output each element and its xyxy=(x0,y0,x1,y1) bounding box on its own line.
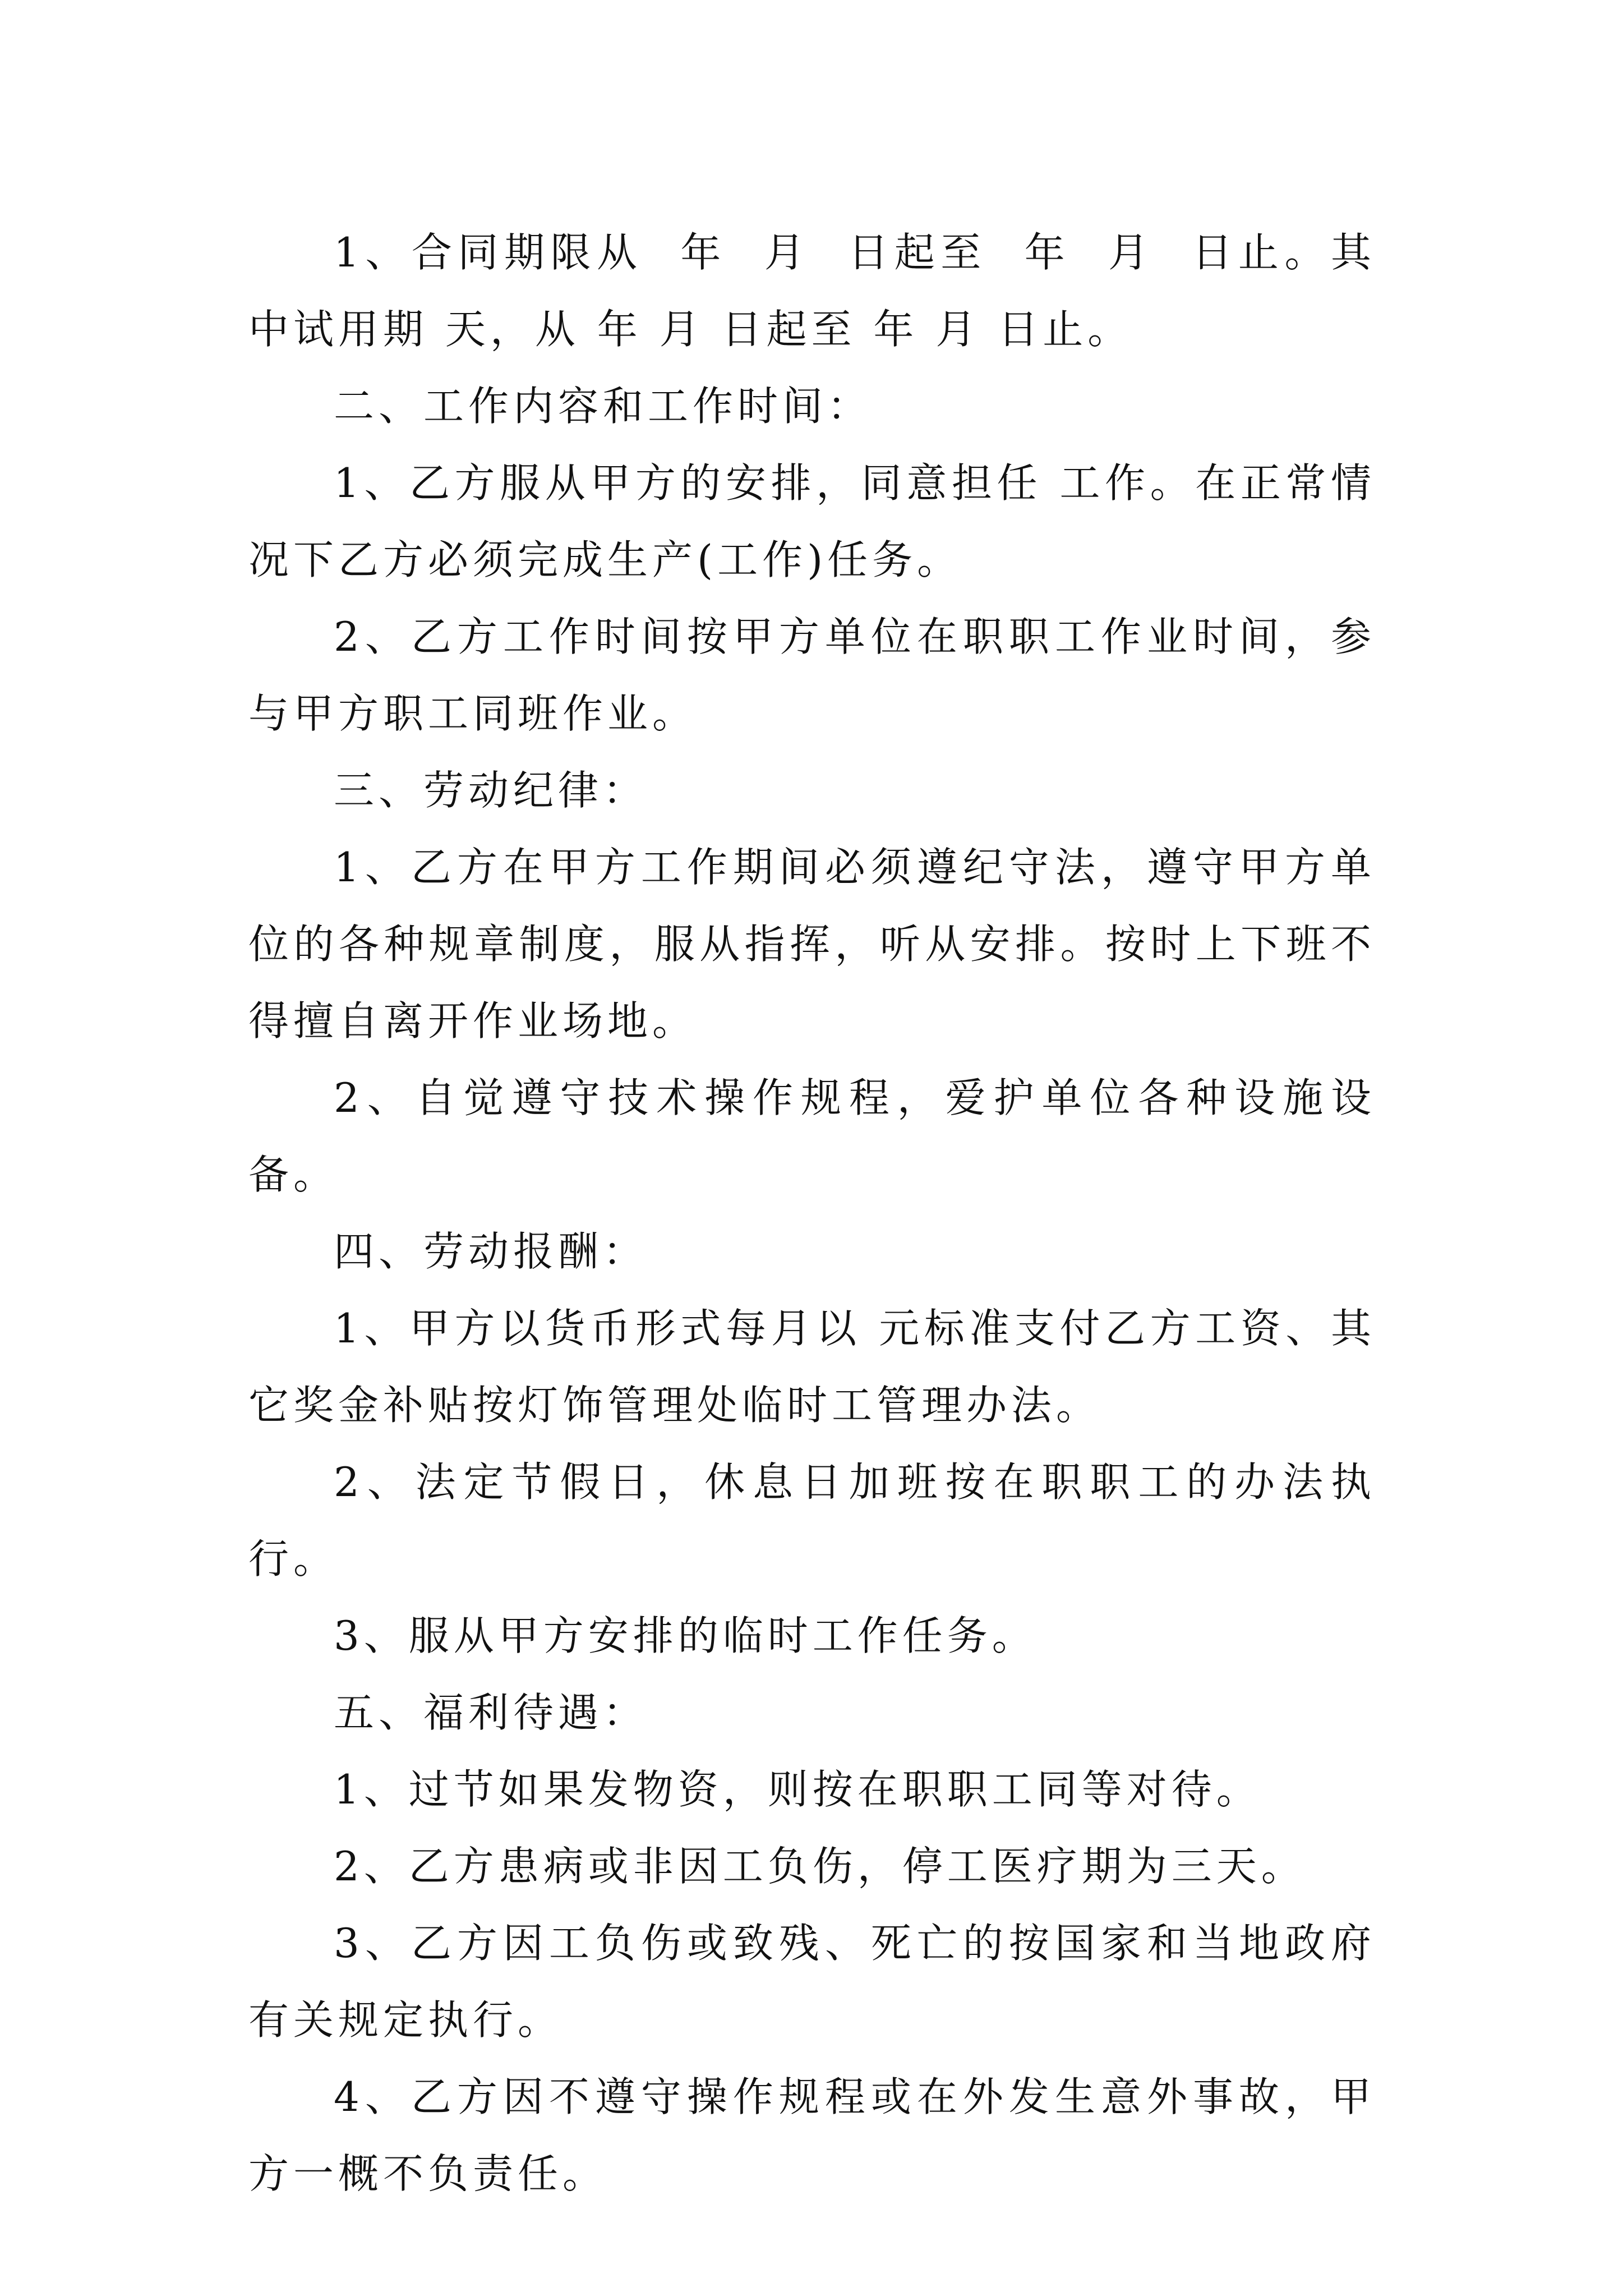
paragraph-work-hours: 2、乙方工作时间按甲方单位在职职工作业时间，参与甲方职工同班作业。 xyxy=(248,613,1376,737)
paragraph-operating-procedures: 2、自觉遵守技术操作规程，爱护单位各种设施设备。 xyxy=(248,1074,1376,1198)
paragraph-wage-payment: 1、甲方以货币形式每月以 元标准支付乙方工资、其它奖金补贴按灯饰管理处临时工管理办法。 xyxy=(248,1305,1376,1429)
paragraph-discipline-rules: 1、乙方在甲方工作期间必须遵纪守法，遵守甲方单位的各种规章制度，服从指挥，听从安排。按时上下班不得擅自离开作业场地。 xyxy=(248,844,1376,1045)
paragraph-holiday-materials: 1、过节如果发物资，则按在职职工同等对待。 xyxy=(334,1766,1261,1813)
paragraph-work-injury: 3、乙方因工负伤或致残、死亡的按国家和当地政府有关规定执行。 xyxy=(248,1920,1376,2044)
paragraph-work-assignment: 1、乙方服从甲方的安排，同意担任 工作。在正常情况下乙方必须完成生产(工作)任务。 xyxy=(248,459,1376,583)
paragraph-temporary-tasks: 3、服从甲方安排的临时工作任务。 xyxy=(334,1612,1037,1659)
document-body xyxy=(248,214,1376,2212)
heading-labor-discipline: 三、劳动纪律： xyxy=(334,767,648,814)
paragraph-contract-term: 1、合同期限从 年 月 日起至 年 月 日止。其中试用期 天，从 年 月 日起至 年 月 日止。 xyxy=(248,229,1376,353)
heading-welfare-benefits: 五、福利待遇： xyxy=(334,1689,648,1736)
paragraph-holiday-overtime: 2、法定节假日，休息日加班按在职职工的办法执行。 xyxy=(248,1458,1376,1582)
paragraph-sick-leave: 2、乙方患病或非因工负伤，停工医疗期为三天。 xyxy=(334,1843,1306,1890)
heading-work-content-and-hours: 二、工作内容和工作时间： xyxy=(334,383,873,430)
heading-labor-remuneration: 四、劳动报酬： xyxy=(334,1228,648,1275)
paragraph-liability-disclaimer: 4、乙方因不遵守操作规程或在外发生意外事故，甲方一概不负责任。 xyxy=(248,2073,1376,2197)
